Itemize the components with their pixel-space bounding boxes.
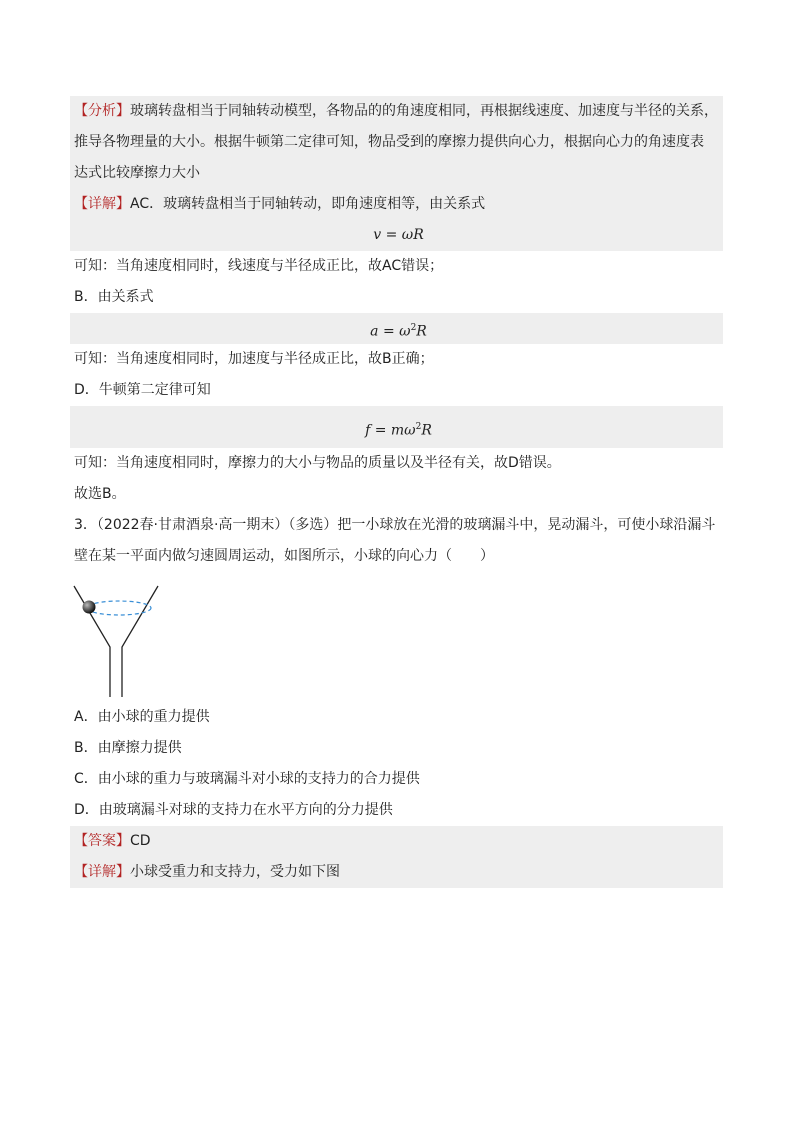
conclusion-b: 可知：当角速度相同时，加速度与半径成正比，故B正确； xyxy=(74,351,434,367)
analysis-line-2: 推导各物理量的大小。根据牛顿第二定律可知，物品受到的摩擦力提供向心力，根据向心力的角速度表 xyxy=(70,127,723,158)
formula-a-omega2-r: $a = \omega^2R$ xyxy=(70,313,723,344)
conclusion-d: 可知：当角速度相同时，摩擦力的大小与物品的质量以及半径有关，故D错误。 xyxy=(74,455,561,471)
option-d: D．由玻璃漏斗对球的支持力在水平方向的分力提供 xyxy=(74,802,393,818)
analysis-line-3: 达式比较摩擦力大小 xyxy=(70,158,723,189)
formula-f-m-omega2-r: $f = m\omega^2R$ xyxy=(70,406,723,448)
detail-ac-line: 【详解】AC．玻璃转盘相当于同轴转动，即角速度相等，由关系式 xyxy=(70,189,723,220)
analysis-label: 【分析】 xyxy=(74,103,130,119)
ball-icon xyxy=(83,601,96,614)
conclusion-ac: 可知：当角速度相同时，线速度与半径成正比，故AC错误； xyxy=(74,258,444,274)
detail-label: 【详解】 xyxy=(74,196,130,212)
question-3-line-1: 3．（2022春·甘肃酒泉·高一期末）（多选）把一小球放在光滑的玻璃漏斗中，晃动漏斗，可使小球沿漏斗 xyxy=(74,517,716,533)
funnel-diagram xyxy=(70,572,190,702)
formula-v-omega-r: v = ωR xyxy=(70,220,723,251)
detail-q3-line: 【详解】小球受重力和支持力，受力如下图 xyxy=(70,857,723,888)
analysis-line-1: 【分析】玻璃转盘相当于同轴转动模型，各物品的的角速度相同，再根据线速度、加速度与半径的关系， xyxy=(70,96,723,127)
answer-label: 【答案】 xyxy=(74,833,130,849)
answer-line xyxy=(70,826,723,857)
document-page xyxy=(70,96,723,888)
option-a: A．由小球的重力提供 xyxy=(74,709,210,725)
detail-q3-label: 【详解】 xyxy=(74,864,130,880)
answer-value: CD xyxy=(130,833,151,849)
part-b-intro: B．由关系式 xyxy=(74,289,154,305)
question-3-line-2: 壁在某一平面内做匀速圆周运动，如图所示，小球的向心力（ ） xyxy=(74,548,494,564)
option-b: B．由摩擦力提供 xyxy=(74,740,182,756)
part-d-intro: D．牛顿第二定律可知 xyxy=(74,382,211,398)
funnel-figure xyxy=(70,572,723,702)
choice-b: 故选B。 xyxy=(74,486,126,502)
option-c: C．由小球的重力与玻璃漏斗对小球的支持力的合力提供 xyxy=(74,771,420,787)
